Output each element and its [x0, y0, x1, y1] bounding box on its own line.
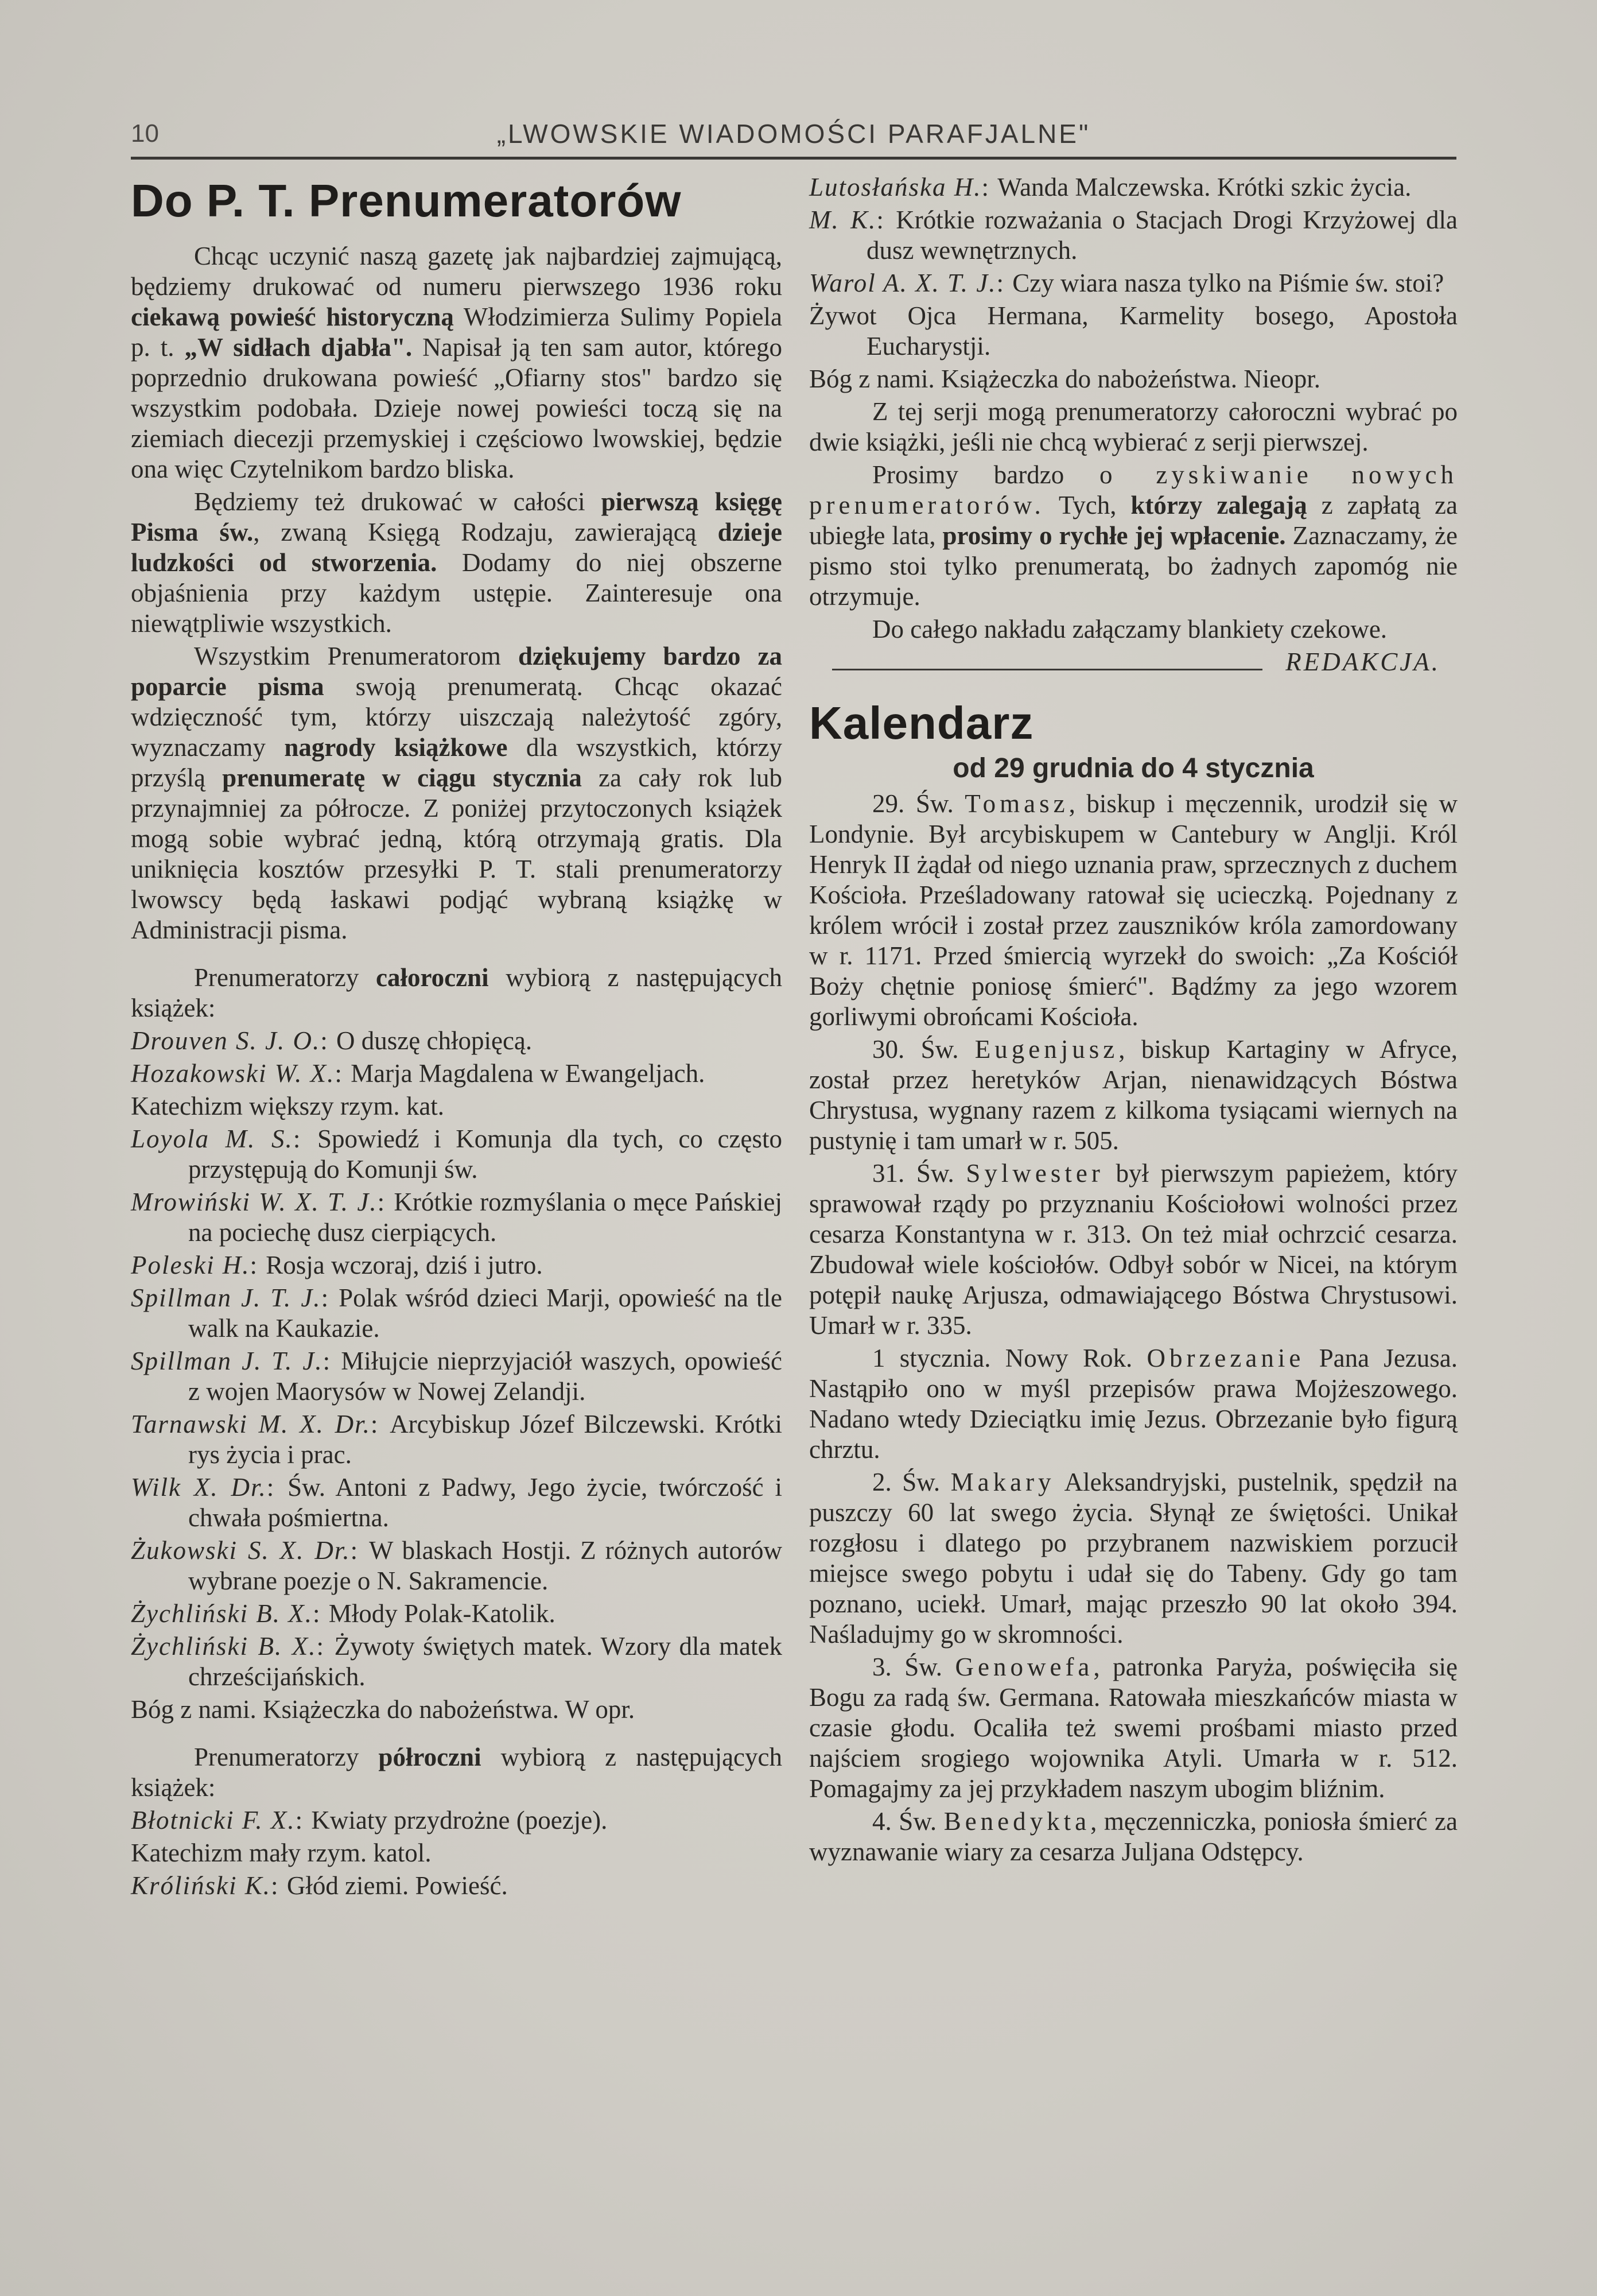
calendar-heading: Kalendarz — [809, 697, 1034, 748]
signature-rule — [832, 669, 1262, 670]
intro-paragraph-novel: Chcąc uczynić naszą gazetę jak najbardziej zajmującą, będziemy drukować od numeru pierwszego 1936 roku ciekawą powieść historyczną Włodzimierza Sulimy Popiela p. t. „W sidłach djabła". Napisał ją ten sam autor, którego poprzednio drukowana powieść „Ofiarny stos" bardzo się wszystkim podobała. Dzieje nowej powieści toczą się na ziemiach diecezji przemyskiej i częściowo lwowskiej, będzie ona więc Czytelnikom bardzo bliska. — [131, 242, 783, 483]
calendar-entry: 30. Św. Eugenjusz, biskup Kartaginy w Afryce, został przez heretyków Arjan, nienawidzących Bóstwa Chrystusa, wygnany razem z kilkoma tysiącami wiernych na pustynię i tam umarł w r. 505. — [809, 1035, 1458, 1155]
intro-paragraph-bible: Będziemy też drukować w całości pierwszą księgę Pisma św., zwaną Księgą Rodzaju, zawierającą dzieje ludzkości od stworzenia. Dodamy do niej obszerne objaśnienia przy każdym ustępie. Zainteresuje ona niewątpliwie wszystkich. — [131, 487, 783, 638]
calendar-entry: 29. Św. Tomasz, biskup i męczennik, urodził się w Londynie. Był arcybiskupem w Cantebury w Anglji. Król Henryk II żądał od niego uznania praw, sprzecznych z duchem Kościoła. Prześladowany ratował się ucieczką. Pojednany z królem wrócił i został przez zauszników króla zamordowany w r. 1171. Przed śmiercią wyrzekł do swoich: „Za Kościół Boży chętnie poniosę śmierć". Bądźmy za jego wzorem gorliwymi obrońcami Kościoła. — [809, 789, 1458, 1031]
calendar-entry: 31. Św. Sylwester był pierwszym papieżem, który sprawował rządy po przyznaniu Kościołowi wolności przez cesarza Konstantyna w r. 313. On też miał ochrzcić cesarza. Zbudował wiele kościołów. Odbył sobór w Nicei, na którym potępił naukę Arjusza, odmawiającego Bóstwa Chrystusowi. Umarł w r. 335. — [809, 1159, 1458, 1340]
page-number: 10 — [131, 119, 159, 148]
book-entry: Warol A. X. T. J. : Czy wiara nasza tylko na Piśmie św. stoi? — [809, 268, 1458, 298]
book-entry: Drouven S. J. O. : O duszę chłopięcą. — [131, 1026, 782, 1056]
book-entry: Żukowski S. X. Dr. : W blaskach Hostji. Z różnych autorów wybrane poezje o N. Sakramencie. — [131, 1535, 782, 1596]
half-year-subscribers-intro: Prenumeratorzy półroczni wybiorą z następujących książek: — [131, 1743, 782, 1802]
book-entry: Błotnicki F. X. : Kwiaty przydrożne (poezje). — [131, 1805, 782, 1836]
half-year-book-list — [131, 1805, 782, 1901]
book-entry: Spillman J. T. J. : Polak wśród dzieci Marji, opowieść na tle walk na Kaukazie. — [131, 1283, 782, 1344]
editorial-signature-line — [809, 647, 1458, 677]
book-entry: Bóg z nami. Książeczka do nabożeństwa. Nieopr. — [809, 364, 1320, 393]
book-entry: Katechizm większy rzym. kat. — [131, 1092, 445, 1120]
subscribers-heading: Do P. T. Prenumeratorów — [131, 175, 682, 226]
book-entry: Loyola M. S. : Spowiedź i Komunja dla tych, co często przystępują do Komunji św. — [131, 1124, 782, 1185]
intro-paragraph-thanks: Wszystkim Prenumeratorom dziękujemy bardzo za poparcie pisma swoją prenumeratą. Chcąc okazać wdzięczność tym, którzy uiszczają należytość zgóry, wyznaczamy nagrody książkowe dla wszystkich, którzy przyślą prenumeratę w ciągu stycznia za cały rok lub przynajmniej za półrocze. Z poniżej przytoczonych książek mogą sobie wybrać jedną, którą otrzymają gratis. Dla uniknięcia kosztów przesyłki P. T. stali prenumeratorzy lwowscy będą łaskawi podjąć wybraną książkę w Administracji pisma. — [131, 642, 782, 944]
calendar-entry: 4. Św. Benedykta, męczenniczka, poniosła śmierć za wyznawanie wiary za cesarza Juljana Odstępcy. — [809, 1807, 1458, 1866]
calendar-entry: 2. Św. Makary Aleksandryjski, pustelnik, spędził na puszczy 60 lat swego życia. Słynął ze świętości. Unikał rozgłosu i dlatego po przybranem nazwiskiem porzucił miejsce swego pobytu i udał się do Tabeny. Gdy go tam poznano, uciekł. Umarł, mając przeszło 90 lat około 394. Naśladujmy go w skromności. — [809, 1468, 1458, 1649]
book-entry: Żychliński B. X. : Żywoty świętych matek. Wzory dla matek chrześcijańskich. — [131, 1631, 782, 1692]
book-entry: Żywot Ojca Hermana, Karmelity bosego, Apostoła Eucharystji. — [809, 301, 1458, 360]
calendar-entry: 3. Św. Genowefa, patronka Paryża, poświęciła się Bogu za radą św. Germana. Ratowała mieszkańców miasta w czasie głodu. Ocaliła też swemi prośbami miasto przed najściem srogiego wojownika Atyli. Umarła w r. 512. Pomagajmy za jej przykładem naszym ubogim bliźnim. — [809, 1653, 1458, 1803]
book-entry: Króliński K. : Głód ziemi. Powieść. — [131, 1871, 782, 1901]
cheque-note: Do całego nakładu załączamy blankiety czekowe. — [872, 615, 1388, 643]
book-entry: Wilk X. Dr. : Św. Antoni z Padwy, Jego życie, twórczość i chwała pośmiertna. — [131, 1472, 782, 1533]
page-header — [131, 114, 1456, 160]
half-year-book-list-continued — [809, 172, 1458, 394]
calendar-entry: 1 stycznia. Nowy Rok. Obrzezanie Pana Jezusa. Nastąpiło ono w myśl przepisów prawa Mojżeszowego. Nadano wtedy Dzieciątku imię Jezus. Obrzezanie było figurą chrztu. — [809, 1344, 1458, 1464]
left-column — [131, 172, 782, 1903]
new-subscribers-note: Prosimy bardzo o zyskiwanie nowych prenumeratorów. Tych, którzy zalegają z zapłatą za ubiegłe lata, prosimy o rychłe jej wpłacenie. Zaznaczamy, że pismo stoi tylko prenumeratą, bo żadnych zapomóg nie otrzymuje. — [809, 460, 1458, 611]
book-entry: Bóg z nami. Książeczka do nabożeństwa. W opr. — [131, 1695, 635, 1724]
calendar-entries — [809, 789, 1458, 1867]
book-entry: Spillman J. T. J. : Miłujcie nieprzyjaciół waszych, opowieść z wojen Maorysów w Nowej Zelandji. — [131, 1346, 782, 1407]
book-entry: Tarnawski M. X. Dr. : Arcybiskup Józef Bilczewski. Krótki rys życia i prac. — [131, 1409, 782, 1470]
right-column — [809, 172, 1458, 1870]
book-entry: Żychliński B. X. : Młody Polak-Katolik. — [131, 1599, 782, 1629]
yearly-subscribers-intro: Prenumeratorzy całoroczni wybiorą z następujących książek: — [131, 963, 782, 1022]
book-entry: Lutosłańska H. : Wanda Malczewska. Krótki szkic życia. — [809, 172, 1458, 203]
running-title: „LWOWSKIE WIADOMOŚCI PARAFJALNE" — [496, 119, 1091, 149]
book-entry: Mrowiński W. X. T. J. : Krótkie rozmyślania o męce Pańskiej na pociechę dusz cierpiących. — [131, 1187, 782, 1248]
book-entry: M. K. : Krótkie rozważania o Stacjach Drogi Krzyżowej dla dusz wewnętrznych. — [809, 205, 1458, 266]
book-entry: Hozakowski W. X. : Marja Magdalena w Ewangeljach. — [131, 1058, 782, 1089]
book-entry: Katechizm mały rzym. katol. — [131, 1839, 432, 1867]
yearly-book-list — [131, 1026, 782, 1725]
editorial-signature: REDAKCJA. — [1285, 647, 1440, 676]
book-entry: Poleski H. : Rosja wczoraj, dziś i jutro. — [131, 1250, 782, 1281]
selection-note: Z tej serji mogą prenumeratorzy całoroczni wybrać po dwie książki, jeśli nie chcą wybierać z serji pierwszej. — [809, 397, 1458, 456]
calendar-date-range: od 29 grudnia do 4 stycznia — [953, 753, 1314, 784]
